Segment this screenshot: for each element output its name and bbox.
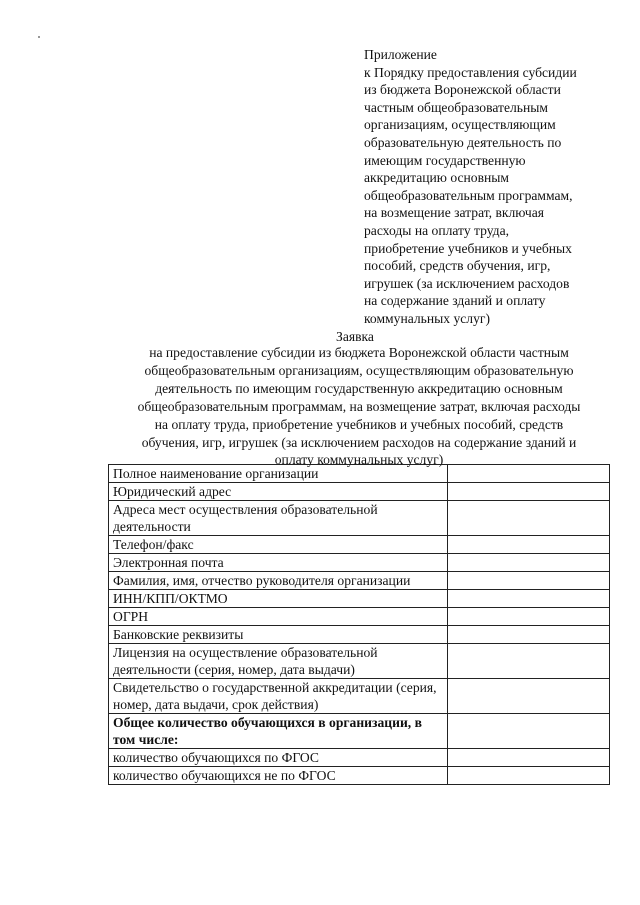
appendix-block <box>364 46 626 328</box>
subtitle-line: на оплату труда, приобретение учебников и учебных пособий, средств <box>154 416 564 432</box>
table-row <box>109 644 610 679</box>
row-label: Банковские реквизиты <box>109 626 448 644</box>
table-row <box>109 572 610 590</box>
row-value-field[interactable] <box>448 679 610 714</box>
row-value-field[interactable] <box>448 483 610 501</box>
appendix-line: пособий, средств обучения, игр, <box>364 258 551 274</box>
appendix-line: приобретение учебников и учебных <box>364 240 572 256</box>
row-value-field[interactable] <box>448 644 610 679</box>
request-title: Заявка <box>336 329 374 344</box>
scan-speck <box>38 36 40 38</box>
subtitle-line: общеобразовательным организациям, осуществляющим образовательную <box>144 362 574 378</box>
appendix-line: на возмещение затрат, включая <box>364 205 545 221</box>
appendix-line: коммунальных услуг) <box>364 310 490 326</box>
subtitle-line: на предоставление субсидии из бюджета Воронежской области частным <box>149 345 569 360</box>
appendix-line: образовательную деятельность по <box>364 134 562 150</box>
subtitle-line: оплату коммунальных услуг) <box>274 452 444 468</box>
row-label: количество обучающихся не по ФГОС <box>109 767 448 785</box>
row-label: Общее количество обучающихся в организации, в том числе: <box>109 714 448 749</box>
appendix-line: общеобразовательным программам, <box>364 187 573 203</box>
appendix-line: частным общеобразовательным <box>364 99 548 115</box>
row-label: Фамилия, имя, отчество руководителя организации <box>109 572 448 590</box>
appendix-line: имеющим государственную <box>364 152 526 168</box>
row-label: Адреса мест осуществления образовательной деятельности <box>109 501 448 536</box>
subtitle-line: общеобразовательным программам, на возмещение затрат, включая расходы <box>137 398 581 414</box>
row-label: Свидетельство о государственной аккредитации (серия, номер, дата выдачи, срок действия) <box>109 679 448 714</box>
row-label: Телефон/факс <box>109 536 448 554</box>
table-row <box>109 767 610 785</box>
appendix-line: Приложение <box>364 47 437 62</box>
row-label: ИНН/КПП/ОКТМО <box>109 590 448 608</box>
table-row <box>109 465 610 483</box>
table-row <box>109 749 610 767</box>
table-row <box>109 483 610 501</box>
row-value-field[interactable] <box>448 501 610 536</box>
request-subtitle <box>110 344 608 469</box>
table-row <box>109 590 610 608</box>
appendix-line: к Порядку предоставления субсидии <box>364 64 577 80</box>
row-label: Юридический адрес <box>109 483 448 501</box>
row-value-field[interactable] <box>448 590 610 608</box>
appendix-line: из бюджета Воронежской области <box>364 82 561 98</box>
table-row <box>109 608 610 626</box>
row-label: ОГРН <box>109 608 448 626</box>
appendix-line: аккредитацию основным <box>364 170 509 186</box>
row-value-field[interactable] <box>448 572 610 590</box>
row-value-field[interactable] <box>448 749 610 767</box>
row-value-field[interactable] <box>448 608 610 626</box>
table-row <box>109 554 610 572</box>
row-label: количество обучающихся по ФГОС <box>109 749 448 767</box>
row-value-field[interactable] <box>448 767 610 785</box>
appendix-line: организациям, осуществляющим <box>364 117 556 133</box>
application-form-table <box>108 464 610 785</box>
row-value-field[interactable] <box>448 465 610 483</box>
row-label: Электронная почта <box>109 554 448 572</box>
row-value-field[interactable] <box>448 714 610 749</box>
appendix-line: игрушек (за исключением расходов <box>364 275 570 291</box>
row-value-field[interactable] <box>448 554 610 572</box>
table-row <box>109 536 610 554</box>
row-label: Лицензия на осуществление образовательной деятельности (серия, номер, дата выдачи) <box>109 644 448 679</box>
row-value-field[interactable] <box>448 536 610 554</box>
table-row <box>109 679 610 714</box>
table-row <box>109 626 610 644</box>
appendix-line: расходы на оплату труда, <box>364 222 510 238</box>
table-row <box>109 501 610 536</box>
appendix-line: на содержание зданий и оплату <box>364 293 546 309</box>
row-label: Полное наименование организации <box>109 465 448 483</box>
subtitle-line: деятельность по имеющим государственную аккредитацию основным <box>155 380 563 396</box>
table-row <box>109 714 610 749</box>
subtitle-line: обучения, игр, игрушек (за исключением расходов на содержание зданий и <box>141 434 577 450</box>
row-value-field[interactable] <box>448 626 610 644</box>
